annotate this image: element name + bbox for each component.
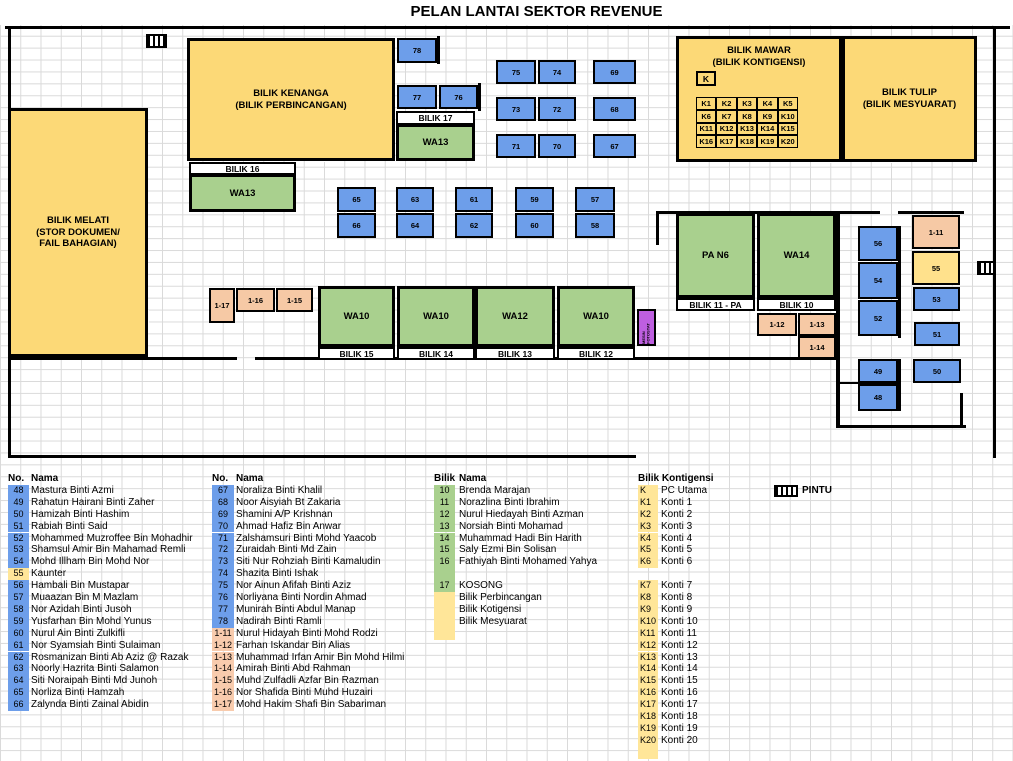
table-row-no: K4 [638,533,658,545]
table-row-no: K [638,485,658,497]
table-row-nama: Nor Azidah Binti Jusoh [31,603,132,615]
table-row-no: K13 [640,651,657,662]
table-row-nama: Munirah Binti Abdul Manap [236,603,356,615]
room-tulip [842,36,977,162]
table-row-no: 76 [212,592,234,604]
table-row-nama: Konti 13 [661,651,698,663]
desk-66: 66 [337,213,376,238]
table-row-nama: Konti 10 [661,615,698,627]
table-row-no: 65 [8,687,29,699]
table-row-nama: Nurul Hiedayah Binti Azman [459,508,584,520]
desk-59: 59 [515,187,554,212]
table-row-no: 1-11 [212,628,234,640]
desk-72: 72 [538,97,576,121]
wall [898,226,901,338]
table-row-nama: Nor Ainun Afifah Binti Aziz [236,580,352,592]
table-row-nama: Konti 8 [661,592,693,603]
wall [437,36,440,64]
pintu-legend-label: PINTU [802,485,832,496]
room-kenanga [187,38,395,161]
wall [960,393,963,427]
desk-75: 75 [496,60,536,84]
table-row-no: K11 [638,628,658,640]
desk-1-12: 1-12 [757,313,797,336]
page-title: PELAN LANTAI SEKTOR REVENUE [410,3,663,20]
table-row-no: 13 [434,521,455,533]
kontigensi-seat-K14: K14 [757,123,777,136]
table-row-no: 49 [8,497,29,509]
desk-58: 58 [575,213,615,238]
kontigensi-seat-K4: K4 [757,97,777,110]
room-number-label-b15: BILIK 15 [318,347,395,360]
room-label: (STOR DOKUMEN/ [36,226,120,238]
desk-49: 49 [858,359,898,383]
table-row-no: 17 [434,580,455,592]
table-row-no: 58 [8,604,29,616]
col-header-nama-staff-mid: Nama [236,473,264,484]
table-row-no [434,592,455,604]
table-row-nama: Mohd Illham Bin Mohd Nor [31,556,150,568]
room-number-label-b14: BILIK 14 [397,347,475,360]
table-row-nama: Konti 19 [661,722,698,734]
desk-63: 63 [396,187,434,212]
room-number-label-b17: BILIK 17 [396,111,475,125]
table-row-nama: Hambali Bin Mustapar [31,580,130,592]
table-row-nama: Noorly Hazrita Binti Salamon [31,663,159,675]
kontigensi-seat-K1: K1 [696,97,716,110]
table-row-nama: Zuraidah Binti Md Zain [236,544,337,556]
room-number-label-b12: BILIK 12 [557,347,635,360]
table-row-nama: Nurul Ain Binti Zulkifli [31,627,125,639]
table-row-no: 66 [8,699,29,711]
table-row-nama: Rahatun Hairani Binti Zaher [31,496,155,508]
wall [838,425,966,428]
table-row-no: 16 [434,556,455,568]
kontigensi-seat-K8: K8 [737,110,757,123]
wall [898,211,964,214]
kontigensi-seat-grid [696,97,798,148]
table-row-no: 75 [212,580,234,592]
table-row-no: K8 [638,592,658,604]
table-row-no [434,604,455,616]
table-row-nama: Konti 18 [661,711,698,722]
table-row-nama: Shamsul Amir Bin Mahamad Remli [31,544,186,556]
room-number-label-b11pa: BILIK 11 - PA [676,298,755,311]
table-row-no [638,568,658,580]
table-row-nama: Norazlina Binti Ibrahim [459,496,560,508]
kontigensi-seat-K20: K20 [778,135,798,148]
kontigensi-seat-K3: K3 [737,97,757,110]
table-row-no: 72 [212,544,234,556]
room-label: BILIK MELATI [46,214,110,226]
pintu-door-icon [146,34,167,48]
table-row-nama: Nurul Hidayah Binti Mohd Rodzi [236,627,378,639]
table-row-no [434,616,455,628]
table-row-no: 1-17 [213,699,232,710]
col-header-no-bilik: Bilik [434,473,456,484]
desk-51: 51 [914,322,960,346]
pintu-door-icon [977,261,995,275]
table-row-no: 1-13 [213,651,232,662]
col-header-nama-staff-left: Nama [31,473,59,484]
desk-77: 77 [397,85,437,109]
table-row-no: 64 [8,675,29,687]
table-row-no: 53 [8,544,29,556]
desk-65: 65 [337,187,376,212]
desk-70: 70 [538,134,576,158]
table-row-nama: Konti 7 [661,580,693,592]
table-row-no: 77 [212,604,234,616]
desk-56: 56 [858,226,898,261]
room-number-label-b10: BILIK 10 [757,298,836,311]
table-row-nama: PC Utama [661,484,708,496]
desk-48: 48 [858,384,898,411]
fotostat-box [637,309,656,346]
desk-1-13: 1-13 [798,313,836,336]
work-area-wa13a: WA13 [396,124,475,161]
table-row-nama: Konti 14 [661,663,698,675]
col-header-no-staff-left: No. [8,473,25,484]
table-row-no: K12 [640,639,657,650]
table-row-no: 14 [434,533,455,545]
table-row-nama: Konti 4 [661,532,693,544]
table-row-nama: Bilik Kotigensi [459,603,522,615]
desk-52: 52 [858,300,898,336]
desk-78: 78 [397,38,437,63]
table-row-no: 10 [434,485,455,497]
work-area-wa12: WA12 [475,286,555,347]
table-row-no: 78 [212,616,234,628]
col-header-no-staff-mid: No. [212,473,229,484]
table-row-no: 63 [8,663,29,675]
table-row-no: K9 [638,604,658,616]
kontigensi-seat-K13: K13 [737,123,757,136]
table-row-no: K2 [638,509,658,521]
table-row-nama: Konti 12 [661,639,698,651]
table-row-nama: Nor Syamsiah Binti Sulaiman [31,639,161,651]
desk-73: 73 [496,97,536,121]
table-row-no: 1-15 [213,675,232,686]
table-row-no: K14 [640,663,657,674]
table-row-no: 62 [8,652,29,664]
fotostat-label: MESIN FOTOSTAT [641,323,651,344]
table-row-nama: Norliza Binti Hamzah [31,687,125,699]
room-label: (BILIK MESYUARAT) [862,99,957,110]
table-row-nama: Brenda Marajan [459,484,531,496]
table-row-nama: Farhan Iskandar Bin Alias [236,639,350,651]
table-row-nama: Muhammad Irfan Amir Bin Mohd Hilmi [236,651,405,663]
table-row-no: K5 [638,544,658,556]
table-row-nama: Mohd Hakim Shafi Bin Sabariman [236,699,387,711]
kontigensi-seat-K16: K16 [696,135,716,148]
room-label: (BILIK PERBINCANGAN) [235,99,347,111]
room-label: BILIK TULIP [882,87,937,99]
table-row-nama: Konti 1 [661,496,693,508]
table-row-nama: Nor Shafida Binti Muhd Huzairi [236,687,373,699]
work-area-wa10b: WA10 [397,286,475,347]
table-row-no: K20 [640,734,657,745]
pc-utama-box: K [696,71,716,86]
desk-1-15: 1-15 [276,288,313,312]
desk-68: 68 [593,97,636,121]
kontigensi-seat-K12: K12 [716,123,736,136]
table-row-nama: Konti 3 [661,520,693,532]
table-row-no: K16 [640,687,657,698]
table-row-no: 59 [8,616,29,628]
table-row-nama: Rosmanizan Binti Ab Aziz @ Razak [31,651,189,663]
table-row-no: 68 [212,497,234,509]
table-row-nama: Hamizah Binti Hashim [31,508,130,520]
wall [993,26,996,458]
kontigensi-seat-K9: K9 [757,110,777,123]
table-row-no: K18 [640,711,657,721]
desk-69: 69 [593,60,636,84]
table-row-nama: Muhd Zulfadli Azfar Bin Razman [236,675,379,687]
table-row-no: 15 [434,544,455,556]
table-row-nama: Shamini A/P Krishnan [236,508,333,520]
table-row-no [638,747,658,759]
room-number-label-b16: BILIK 16 [189,162,296,175]
wall [5,26,1010,29]
col-header-nama-bilik: Nama [459,473,487,484]
table-row-no: 69 [212,509,234,521]
table-row-no [434,628,455,640]
desk-1-16: 1-16 [236,288,275,312]
room-label: FAIL BAHAGIAN) [39,238,117,250]
table-row-nama: Mohammed Muzroffee Bin Mohadhir [31,532,193,544]
desk-71: 71 [496,134,536,158]
table-row-nama: Siti Noraipah Binti Md Junoh [31,675,158,687]
desk-50: 50 [913,359,961,383]
table-row-nama: Zalshamsuri Binti Mohd Yaacob [236,532,377,544]
table-row-nama: Konti 20 [661,734,698,746]
desk-53: 53 [913,287,960,311]
table-row-no: K3 [638,521,658,533]
table-row-no: K19 [640,722,657,733]
table-row-no: 61 [8,640,29,652]
table-row-nama: Konti 9 [661,603,693,615]
table-row-nama: Noor Aisyiah Bt Zakaria [236,496,341,508]
table-row-nama: Mastura Binti Azmi [31,484,114,496]
desk-64: 64 [396,213,434,238]
desk-1-17: 1-17 [209,288,235,323]
table-row-nama: Ahmad Hafiz Bin Anwar [236,520,342,532]
table-row-nama: Konti 16 [661,687,698,699]
kontigensi-seat-K19: K19 [757,135,777,148]
desk-74: 74 [538,60,576,84]
desk-54: 54 [858,262,898,299]
room-melati [8,108,148,357]
table-row-no: K17 [640,699,657,710]
room-label: BILIK KENANGA [253,87,329,99]
table-row-nama: Norliyana Binti Nordin Ahmad [236,592,367,603]
desk-60: 60 [515,213,554,238]
table-row-no: K6 [638,556,658,568]
table-row-nama: Saly Ezmi Bin Solisan [459,544,557,556]
kontigensi-seat-K5: K5 [778,97,798,110]
desk-61: 61 [455,187,493,212]
table-row-no: 50 [8,509,29,521]
desk-55: 55 [912,251,960,285]
table-row-nama: Konti 6 [661,556,693,568]
wall [8,357,237,360]
table-row-nama: KOSONG [459,580,503,592]
table-row-nama: Konti 17 [661,699,698,711]
kontigensi-seat-K2: K2 [716,97,736,110]
table-row-no: 55 [8,568,29,580]
table-row-no: 12 [434,509,455,521]
kontigensi-seat-K17: K17 [716,135,736,148]
work-area-wa14: WA14 [757,213,836,298]
desk-76: 76 [439,85,478,109]
title-bar [0,0,1013,25]
table-row-no: 1-14 [213,663,232,674]
kontigensi-seat-K7: K7 [716,110,736,123]
table-row-nama: Norsiah Binti Mohamad [459,520,563,532]
table-row-nama: Muhammad Hadi Bin Harith [459,532,582,544]
kontigensi-seat-K11: K11 [696,123,716,136]
table-row-nama: Rabiah Binti Said [31,520,108,532]
wall [656,211,659,245]
table-row-nama: Bilik Perbincangan [459,592,542,603]
table-row-no: 48 [8,485,29,497]
kontigensi-seat-K18: K18 [737,135,757,148]
table-row-no: K7 [638,580,658,592]
table-row-no: 11 [434,497,455,509]
table-title-kontigensi: Bilik Kontigensi [638,473,714,484]
work-area-wa13b: WA13 [189,174,296,212]
table-row-nama: Konti 5 [661,544,693,556]
desk-57: 57 [575,187,615,212]
table-row-no: K10 [640,615,657,626]
table-row-no: K1 [638,497,658,509]
table-row-no: K15 [640,675,657,686]
table-row-nama: Zalynda Binti Zainal Abidin [31,699,149,711]
wall [8,455,636,458]
table-row-nama: Nadirah Binti Ramli [236,615,322,627]
table-row-no: 71 [212,533,234,545]
table-row-nama: Noraliza Binti Khalil [236,484,323,496]
work-area-pan6: PA N6 [676,213,755,298]
table-row-no: 70 [212,521,234,533]
desk-62: 62 [455,213,493,238]
desk-1-14: 1-14 [798,336,836,359]
work-area-wa10a: WA10 [318,286,395,347]
table-row-no: 57 [8,592,29,604]
table-row-nama: Konti 11 [661,627,697,639]
table-row-nama: Yusfarhan Bin Mohd Yunus [31,615,152,627]
table-row-nama: Fathiyah Binti Mohamed Yahya [459,556,598,568]
table-row-no: 1-12 [213,639,232,650]
table-row-no: 60 [8,628,29,640]
table-row-no [434,568,455,580]
table-row-no: 56 [8,580,29,592]
table-row-nama: Bilik Mesyuarat [459,615,527,627]
table-row-no: 54 [8,556,29,568]
table-row-nama: Siti Nur Rohziah Binti Kamaludin [236,556,381,568]
table-row-nama: Kaunter [31,568,67,580]
kontigensi-seat-K6: K6 [696,110,716,123]
table-row-no: 67 [212,485,234,497]
kontigensi-seat-K15: K15 [778,123,798,136]
table-row-nama: Amirah Binti Abd Rahman [236,663,351,675]
table-row-nama: Shazita Binti Ishak [236,568,319,580]
table-row-no: 74 [212,568,234,580]
work-area-wa10c: WA10 [557,286,635,347]
kontigensi-seat-K10: K10 [778,110,798,123]
room-label: BILIK MAWAR [727,45,791,56]
wall [836,211,840,428]
room-number-label-b13: BILIK 13 [475,347,555,360]
room-label: (BILIK KONTIGENSI) [712,56,806,68]
desk-67: 67 [593,134,636,158]
table-row-no: 1-16 [213,687,232,698]
table-row-nama: Konti 15 [661,675,698,687]
table-row-nama: Konti 2 [661,508,693,520]
desk-1-11: 1-11 [912,215,960,249]
table-row-no: 73 [212,556,234,568]
table-row-no: 52 [8,533,29,545]
wall [478,83,481,111]
table-row-no: 51 [8,521,29,533]
table-row-nama: Muaazan Bin M Mazlam [31,592,139,603]
wall [898,359,901,411]
